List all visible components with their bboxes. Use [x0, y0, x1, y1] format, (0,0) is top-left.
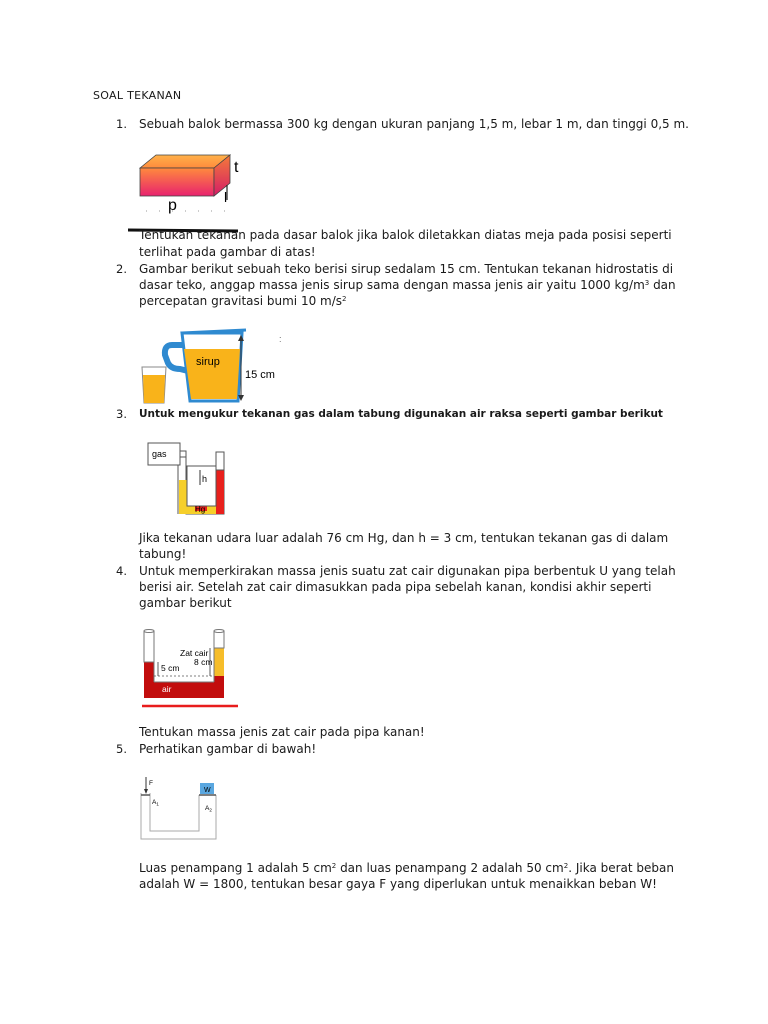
q5-text: Perhatikan gambar di bawah!	[139, 742, 317, 756]
q1-question-line2: terlihat pada gambar di atas!	[139, 245, 316, 259]
gas-connector	[180, 451, 186, 457]
force-arrowhead	[144, 789, 148, 794]
q5-line1-sup2: 2	[563, 862, 569, 870]
q1-question-line1: Tentukan tekanan pada dasar balok jika balok diletakkan diatas meja pada posisi seperti	[139, 228, 672, 242]
label-gas: gas	[152, 449, 167, 459]
q5-line1-part2: dan luas penampang 2 adalah 50 cm	[336, 861, 564, 875]
label-a1	[152, 799, 159, 807]
q4-text-line1: Untuk memperkirakan massa jenis suatu zat cair digunakan pipa berbentuk U yang telah	[139, 564, 676, 578]
q5-line1-part1: Luas penampang 1 adalah 5 cm	[139, 861, 332, 875]
u-tube-inner	[187, 466, 216, 506]
label-a2-main: A	[205, 805, 210, 812]
label-8cm: 8 cm	[194, 657, 213, 667]
left-tube-rim	[144, 630, 154, 633]
q2-line2-sup: 3	[644, 279, 650, 287]
q4-text-line3: gambar berikut	[139, 596, 232, 610]
q4-text-line2: berisi air. Setelah zat cair dimasukkan pada pipa sebelah kanan, kondisi akhir seperti	[139, 580, 652, 594]
q3-question-line1: Jika tekanan udara luar adalah 76 cm Hg, dan h = 3 cm, tentukan tekanan gas di dalam	[139, 531, 669, 545]
right-tube-top	[216, 452, 224, 470]
q5-question-line2: adalah W = 1800, tentukan besar gaya F yang diperlukan untuk menaikkan beban W!	[139, 877, 657, 891]
right-tube-top	[214, 631, 224, 648]
q4-question: Tentukan massa jenis zat cair pada pipa kanan!	[139, 725, 425, 739]
water-right-column	[214, 676, 224, 698]
q5-line1-part3: . Jika berat beban	[568, 861, 674, 875]
label-zat-cair: Zat cair	[180, 648, 209, 658]
label-h: h	[202, 474, 208, 484]
q2-line2-main: dasar teko, anggap massa jenis sirup sama dengan massa jenis air yaitu 1000 kg/m	[139, 278, 645, 292]
q1-number: 1.	[116, 117, 127, 131]
liquid-right-column	[214, 648, 224, 676]
label-hg: Hg	[195, 505, 206, 514]
q2-number: 2.	[116, 262, 127, 276]
water-bottom	[144, 682, 224, 698]
q2-text-line1: Gambar berikut sebuah teko berisi sirup sedalam 15 cm. Tentukan tekanan hidrostatis di	[139, 262, 674, 276]
label-sirup: sirup	[196, 356, 220, 368]
q1-block-figure	[128, 148, 248, 234]
q3-number: 3.	[116, 407, 127, 421]
q3-manometer-figure	[145, 440, 235, 516]
q2-text-line3	[139, 293, 347, 309]
mercury-right	[216, 470, 224, 514]
label-15cm: 15 cm	[245, 369, 275, 381]
label-a1-sub: 1	[156, 801, 159, 807]
q2-line2-end: dan	[649, 278, 676, 292]
label-l: l	[224, 189, 228, 205]
label-p: p	[168, 197, 177, 214]
label-5cm: 5 cm	[161, 663, 180, 673]
q5-hydraulic-figure	[138, 773, 222, 843]
right-tube-rim	[214, 630, 224, 633]
label-air: air	[162, 684, 172, 694]
q2-line3-sup: 2	[342, 295, 347, 303]
q4-number: 4.	[116, 564, 127, 578]
page-title: SOAL TEKANAN	[93, 89, 182, 102]
q3-question-line2: tabung!	[139, 547, 187, 561]
glass-syrup	[143, 375, 165, 403]
label-a1-main: A	[152, 799, 157, 806]
q2-jug-figure	[138, 325, 298, 407]
stray-mark: :	[279, 334, 282, 344]
q3-text: Untuk mengukur tekanan gas dalam tabung digunakan air raksa seperti gambar berikut	[139, 408, 663, 420]
label-f: F	[149, 780, 153, 787]
q5-line1-sup1: 2	[331, 862, 337, 870]
label-a2	[205, 805, 212, 813]
label-a2-sub: 2	[209, 807, 212, 813]
label-t: t	[234, 159, 239, 176]
left-tube-top	[144, 631, 154, 662]
q5-number: 5.	[116, 742, 127, 756]
q2-text-line2	[139, 277, 676, 293]
block-front-face	[140, 168, 214, 196]
q2-line3-main: percepatan gravitasi bumi 10 m/s	[139, 294, 343, 308]
q4-u-tube-figure	[138, 628, 238, 708]
hydraulic-inner	[150, 793, 199, 831]
label-w: W	[204, 787, 211, 794]
q1-text: Sebuah balok bermassa 300 kg dengan ukuran panjang 1,5 m, lebar 1 m, dan tinggi 0,5 m.	[139, 117, 689, 131]
q5-question-line1	[139, 860, 674, 876]
